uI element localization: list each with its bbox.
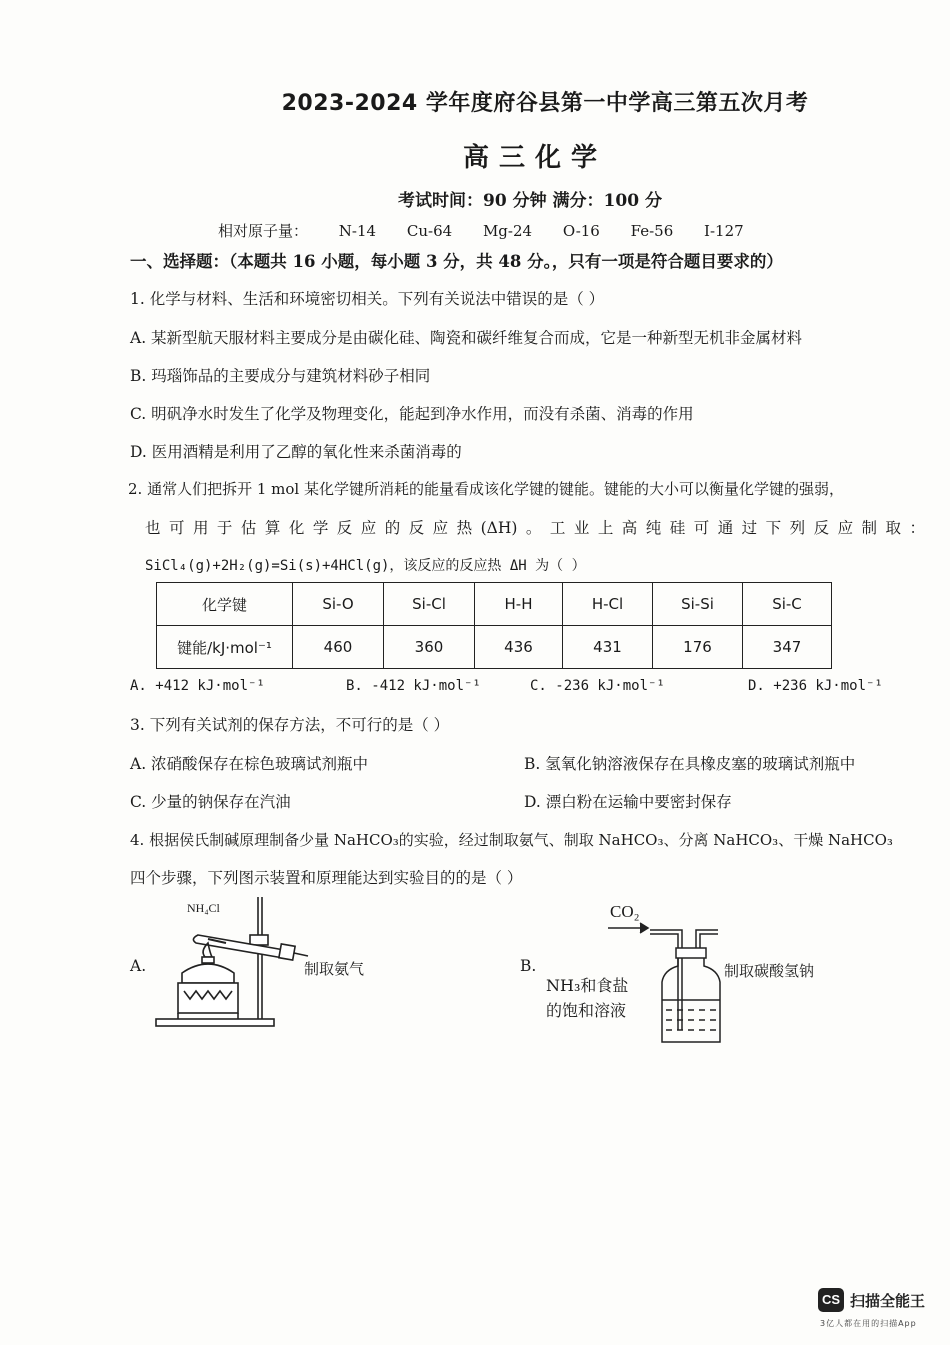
table-cell: Si-Si [653, 583, 743, 626]
table-cell: 460 [293, 626, 384, 669]
section-heading: 一、选择题：（本题共 16 小题，每小题 3 分，共 48 分。，只有一项是符合题目要求的） [130, 252, 783, 271]
exam-title: 2023-2024 学年度府谷县第一中学高三第五次月考 [281, 91, 809, 116]
table-cell: Si-Cl [384, 583, 475, 626]
table-row [157, 626, 832, 669]
fig-a-label: A. [130, 957, 147, 975]
fig-a-caption: 制取氨气 [304, 960, 365, 978]
atomic-masses [218, 220, 744, 241]
table-cell: 436 [475, 626, 563, 669]
fig-b-solution-line2: 的饱和溶液 [546, 1001, 627, 1020]
q2-equation: SiCl₄(g)+2H₂(g)=Si(s)+4HCl(g)，该反应的反应热 ΔH 为（ ） [145, 558, 586, 574]
q3-option-d: D. 漂白粉在运输中要密封保存 [524, 793, 732, 811]
atomic-mass: O-16 [562, 222, 600, 240]
table-cell: Si-O [293, 583, 384, 626]
fig-b-caption: 制取碳酸氢钠 [724, 962, 815, 980]
table-header-row [157, 583, 832, 626]
subject-title: 高三化学 [462, 143, 607, 173]
scanner-app-name: 扫描全能王 [850, 1292, 926, 1310]
table-cell: 347 [743, 626, 832, 669]
atomic-mass: Cu-64 [406, 222, 453, 240]
scanner-logo-icon: CS [818, 1288, 844, 1312]
q2-option-b: B. -412 kJ·mol⁻¹ [346, 678, 481, 694]
atomic-mass: N-14 [338, 222, 377, 240]
table-cell: H-H [475, 583, 563, 626]
table-cell: H-Cl [563, 583, 653, 626]
q3-stem: 3. 下列有关试剂的保存方法，不可行的是（ ） [130, 716, 450, 734]
q2-option-c: C. -236 kJ·mol⁻¹ [530, 678, 665, 694]
q1-stem: 1. 化学与材料、生活和环境密切相关。下列有关说法中错误的是（ ） [130, 290, 605, 308]
fig-a-reagent: NH₄Cl [187, 901, 220, 915]
atomic-mass: Fe-56 [630, 222, 674, 240]
q1-option-a: A. 某新型航天服材料主要成分是由碳化硅、陶瓷和碳纤维复合而成，它是一种新型无机非金属材料 [130, 329, 803, 347]
table-cell: Si-C [743, 583, 832, 626]
q4-stem-line2: 四个步骤，下列图示装置和原理能达到实验目的的是（ ） [130, 869, 523, 887]
table-cell: 431 [563, 626, 653, 669]
exam-info: 考试时间：90 分钟 满分：100 分 [398, 191, 662, 211]
q1-option-b: B. 玛瑙饰品的主要成分与建筑材料砂子相同 [130, 367, 431, 385]
q2-option-a: A. +412 kJ·mol⁻¹ [130, 678, 265, 694]
table-cell: 176 [653, 626, 743, 669]
table-cell: 化学键 [157, 583, 293, 626]
q2-stem-line2: 也可用于估算化学反应的反应热(ΔH)。工业上高纯硅可通过下列反应制取： [145, 519, 925, 537]
ammonia-apparatus-figure [150, 895, 310, 1035]
scanner-tagline: 3亿人都在用的扫描App [820, 1319, 917, 1328]
atomic-mass: I-127 [704, 222, 744, 240]
q4-stem-line1: 4. 根据侯氏制碱原理制备少量 NaHCO₃的实验，经过制取氨气、制取 NaHCO₃、分离 NaHCO₃、干燥 NaHCO₃ [130, 831, 893, 849]
q3-option-a: A. 浓硝酸保存在棕色玻璃试剂瓶中 [130, 755, 369, 773]
atomic-label: 相对原子量： [218, 222, 309, 240]
table-cell: 360 [384, 626, 475, 669]
bond-energy-table [156, 582, 832, 669]
gas-washing-bottle-figure [604, 918, 724, 1048]
fig-b-solution-line1: NH₃和食盐 [546, 976, 629, 995]
q3-option-c: C. 少量的钠保存在汽油 [130, 793, 291, 811]
q3-option-b: B. 氢氧化钠溶液保存在具橡皮塞的玻璃试剂瓶中 [524, 755, 856, 773]
table-cell: 键能/kJ·mol⁻¹ [157, 626, 293, 669]
q1-option-c: C. 明矾净水时发生了化学及物理变化，能起到净水作用，而没有杀菌、消毒的作用 [130, 405, 694, 423]
fig-b-gas: CO₂ [610, 902, 640, 921]
atomic-mass: Mg-24 [482, 222, 533, 240]
q2-option-d: D. +236 kJ·mol⁻¹ [748, 678, 883, 694]
fig-b-label: B. [520, 957, 537, 975]
q1-option-d: D. 医用酒精是利用了乙醇的氧化性来杀菌消毒的 [130, 443, 462, 461]
q2-stem-line1: 2. 通常人们把拆开 1 mol 某化学键所消耗的能量看成该化学键的键能。键能的大小可以衡量化学键的强弱， [128, 480, 844, 498]
